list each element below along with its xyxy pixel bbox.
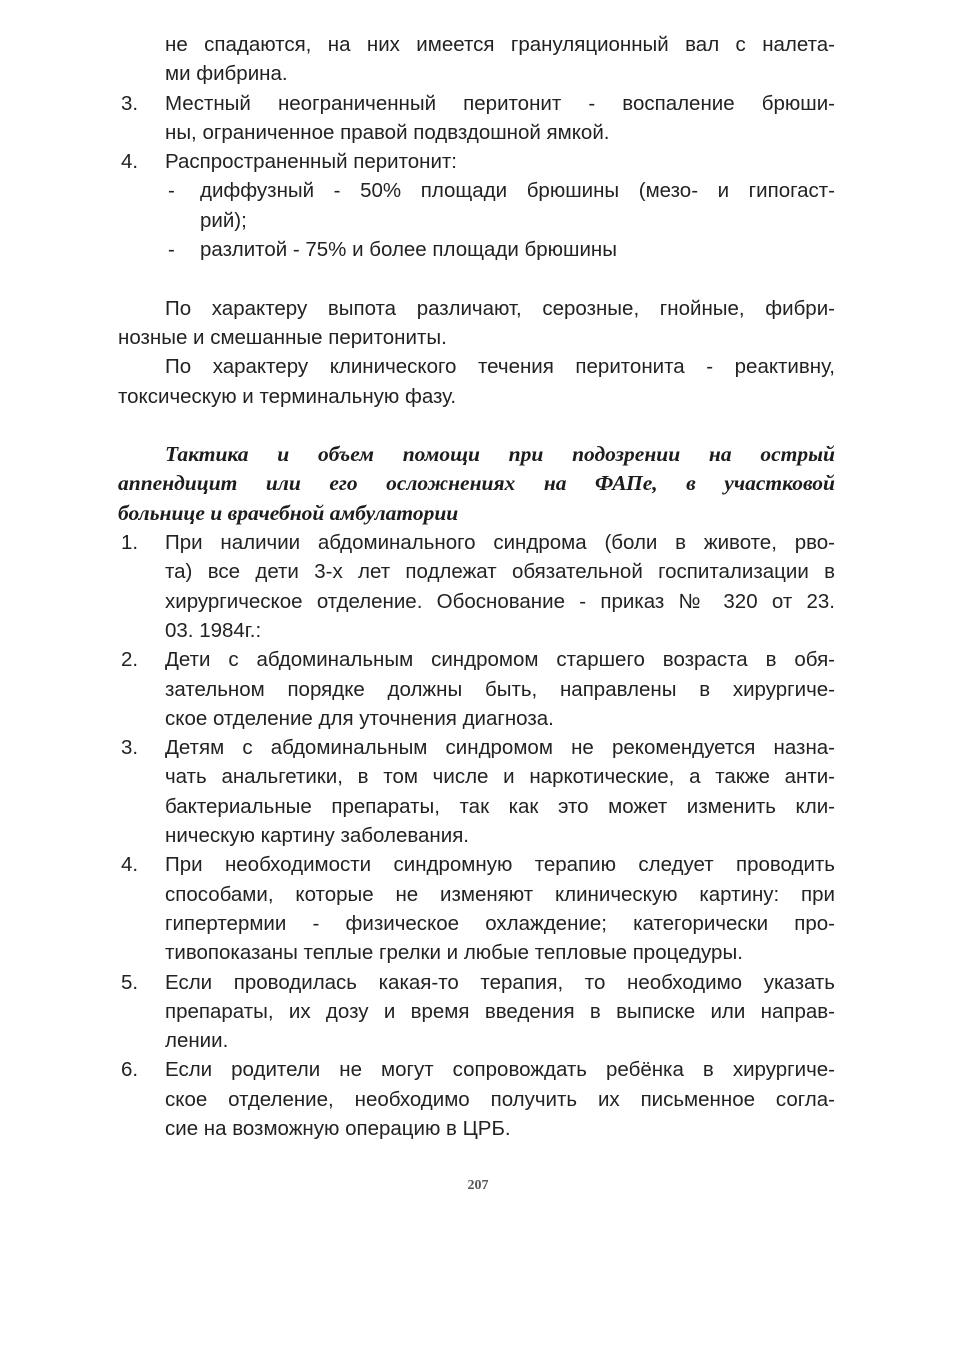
list-number: 1. [121, 531, 139, 555]
list-item-row [118, 850, 835, 879]
list-number: 4. [121, 150, 139, 174]
list-item-row [118, 147, 835, 176]
text-line: диффузный - 50% площади брюшины (мезо- и гипогаст- [200, 179, 835, 203]
list-number: 5. [121, 970, 139, 994]
list-number: 4. [121, 853, 139, 877]
text-line: бактериальные препараты, так как это может изменить кли- [165, 794, 835, 818]
text-row [118, 762, 835, 791]
text-line: Дети с абдоминальным синдромом старшего возраста в обя- [165, 648, 835, 672]
text-row [118, 880, 835, 909]
text-line: Распространенный перитонит: [165, 150, 458, 174]
text-row [118, 938, 835, 967]
text-row [118, 323, 835, 352]
text-line: сие на возможную операцию в ЦРБ. [165, 1116, 511, 1140]
sub-item-row [118, 235, 835, 264]
text-row [118, 118, 835, 147]
section-heading-line: Тактика и объем помощи при подозрении на острый [165, 442, 835, 467]
text-row [118, 352, 835, 381]
text-row [118, 821, 835, 850]
text-row [118, 59, 835, 88]
text-line: нозные и смешанные перитониты. [118, 325, 447, 349]
text-row [118, 557, 835, 586]
text-row [118, 294, 835, 323]
text-row [118, 792, 835, 821]
text-row [118, 30, 835, 59]
list-item-row [118, 1055, 835, 1084]
text-line: 03. 1984г.: [165, 618, 262, 642]
text-row [118, 909, 835, 938]
sub-item-row [118, 176, 835, 205]
list-bullet: - [168, 238, 175, 262]
text-row [118, 1114, 835, 1143]
text-row [118, 616, 835, 645]
text-row [118, 1026, 835, 1055]
text-line: не спадаются, на них имеется грануляционный вал с налета- [165, 33, 835, 56]
list-number: 3. [121, 736, 139, 760]
text-line: хирургическое отделение. Обоснование - приказ № 320 от 23. [165, 589, 835, 613]
text-line: рий); [200, 208, 247, 232]
list-bullet: - [168, 179, 175, 203]
list-item-row [118, 733, 835, 762]
text-line: ское отделение для уточнения диагноза. [165, 706, 554, 730]
list-number: 3. [121, 91, 139, 115]
list-item-row [118, 528, 835, 557]
section-heading-line: больнице и врачебной амбулатории [118, 500, 459, 525]
page-number: 207 [467, 1178, 489, 1193]
spacer [118, 264, 835, 293]
text-row [118, 997, 835, 1026]
list-number: 6. [121, 1058, 139, 1082]
text-line: токсическую и терминальную фазу. [118, 384, 457, 408]
text-row [118, 1085, 835, 1114]
text-row [118, 206, 835, 235]
list-item-row [118, 645, 835, 674]
list-item-row [118, 968, 835, 997]
text-column [118, 30, 835, 1143]
text-row [118, 587, 835, 616]
text-row [118, 675, 835, 704]
section-heading-line: аппендицит или его осложнениях на ФАПе, в участковой [118, 471, 835, 496]
text-line: Детям с абдоминальным синдромом не рекомендуется назна- [165, 736, 835, 760]
text-line: ны, ограниченное правой подвздошной ямкой. [165, 120, 610, 144]
heading-row [118, 469, 835, 498]
heading-row [118, 440, 835, 469]
text-line: По характеру клинического течения перитонита - реактивну, [165, 355, 835, 379]
text-line: чать анальгетики, в том числе и наркотические, а также анти- [165, 765, 835, 789]
text-line: та) все дети 3-х лет подлежат обязательной госпитализации в [165, 560, 835, 584]
spacer [118, 411, 835, 440]
text-row [118, 704, 835, 733]
text-line: Если родители не могут сопровождать ребёнка в хирургиче- [165, 1058, 835, 1082]
list-number: 2. [121, 648, 139, 672]
text-line: способами, которые не изменяют клиническую картину: при [165, 882, 835, 906]
text-line: гипертермии - физическое охлаждение; категорически про- [165, 911, 835, 935]
heading-row [118, 499, 835, 528]
text-line: При наличии абдоминального синдрома (боли в животе, рво- [165, 531, 835, 555]
text-line: зательном порядке должны быть, направлены в хирургиче- [165, 677, 835, 701]
text-line: ское отделение, необходимо получить их письменное согла- [165, 1087, 835, 1111]
text-line: ническую картину заболевания. [165, 824, 469, 848]
text-line: разлитой - 75% и более площади брюшины [200, 238, 617, 262]
text-line: тивопоказаны теплые грелки и любые тепловые процедуры. [165, 941, 743, 965]
text-line: лении. [165, 1029, 229, 1053]
text-row [118, 382, 835, 411]
text-line: препараты, их дозу и время введения в выписке или направ- [165, 999, 835, 1023]
list-item-row [118, 89, 835, 118]
text-line: Местный неограниченный перитонит - воспаление брюши- [165, 91, 835, 115]
text-line: При необходимости синдромную терапию следует проводить [165, 853, 835, 877]
text-line: По характеру выпота различают, серозные, гнойные, фибри- [165, 296, 835, 320]
text-line: Если проводилась какая-то терапия, то необходимо указать [165, 970, 835, 994]
text-line: ми фибрина. [165, 62, 288, 86]
